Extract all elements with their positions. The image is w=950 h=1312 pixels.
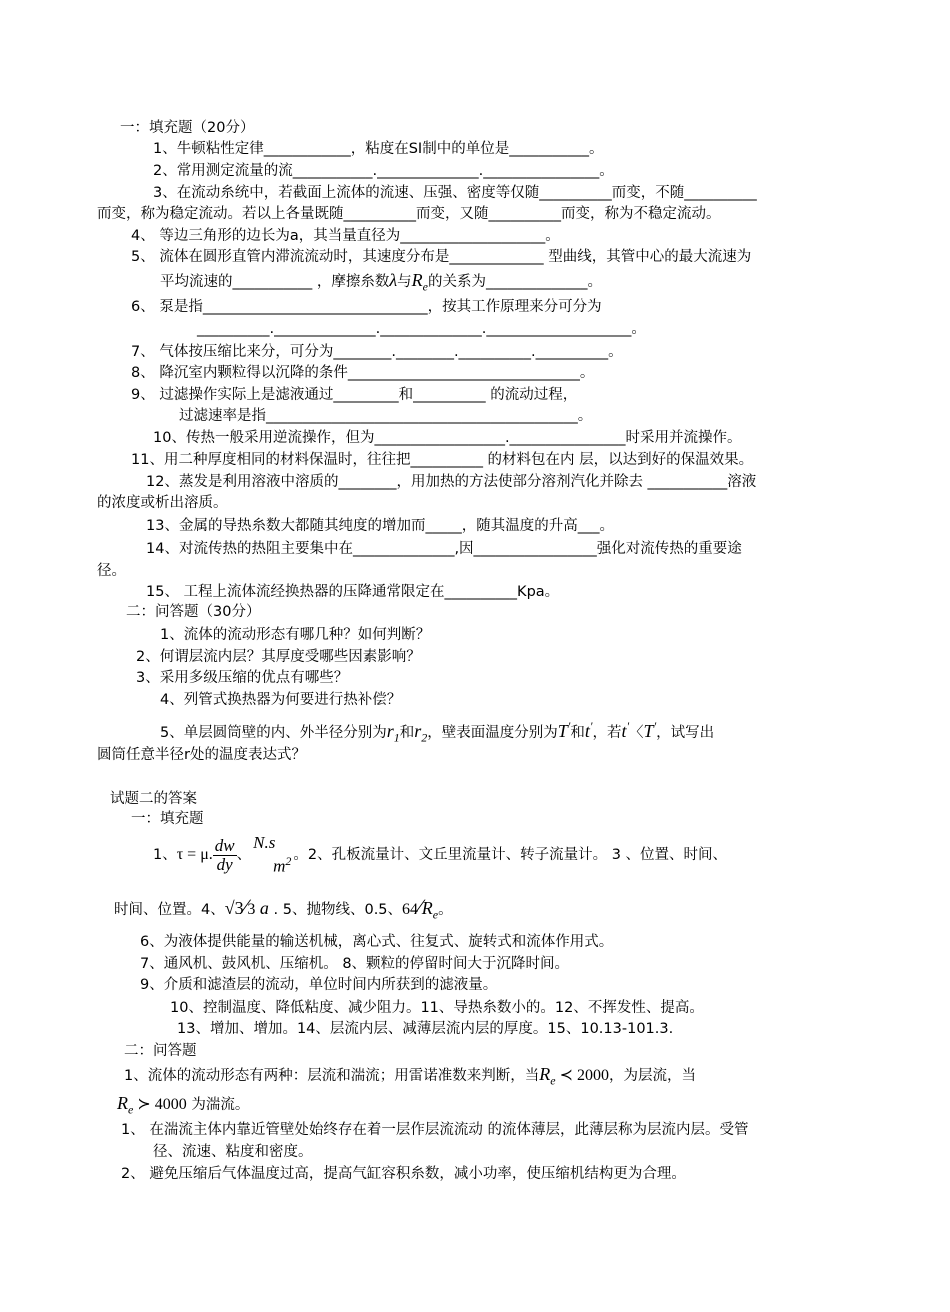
- answer-essay-3: 2、 避免压缩后气体温度过高，提高气缸容积糸数，减小功率，使压缩机结构更为合理。: [121, 1166, 686, 1182]
- question-5-cont: 平均流速的___________ ，摩擦糸数λ与$R_e$的关系为______________。: [160, 270, 602, 294]
- question-13: 13、金属的导热糸数大都随其纯度的增加而_____，随其温度的升高___。: [146, 518, 614, 534]
- essay-3: 3、采用多级压缩的优点有哪些？: [136, 670, 349, 686]
- answer-essay-2-cont: 径、流速、粘度和密度。: [153, 1144, 313, 1160]
- question-2: 2、常用测定流量的流___________.______________.________________。: [153, 163, 614, 179]
- question-3: 3、在流动糸统中，若截面上流体的流速、压强、密度等仅随__________而变，不随__________: [153, 185, 757, 201]
- answer-essay-2: 1、 在湍流主体内靠近管壁处始终存在着一层作层流流动 的流体薄层，此薄层称为层流内层。受管: [121, 1122, 749, 1138]
- question-10: 10、传热一般采用逆流操作，但为__________________.________________时采用并流操作。: [153, 430, 742, 446]
- fraction-ns-m2: N.s $m^2$: [253, 833, 292, 876]
- question-14: 14、对流传热的热阻主要集中在______________,因_________________强化对流传热的重要途: [146, 541, 742, 557]
- answer-essay-1: 1、流体的流动形态有两种：层流和湍流；用雷诺准数来判断，当$R_e$ ≺ 2000，为层流，当: [124, 1064, 696, 1088]
- essay-5-cont: 圆筒任意半径r处的温度表达式？: [97, 747, 306, 763]
- question-3-cont: 而变，称为稳定流动。若以上各量既随__________而变，又随__________而变，称为不稳定流动。: [97, 206, 721, 222]
- section1-title: 一：填充题（20分）: [120, 120, 255, 136]
- answers-section2: 二：问答题: [124, 1043, 197, 1059]
- question-6: 6、 泵是指_______________________________，按其工作原理来分可分为: [131, 299, 602, 315]
- answer-line-4: 7、通风机、鼓风机、压缩机。 8、颗粒的停留时间大于沉降时间。: [140, 956, 570, 972]
- essay-2: 2、何谓层流内层？其厚度受哪些因素影响？: [136, 649, 421, 665]
- question-14-cont: 径。: [97, 563, 126, 579]
- question-11: 11、用二种厚度相同的材料保温时，往往把__________ 的材料包在内 层，以达到好的保温效果。: [131, 452, 754, 468]
- essay-4: 4、列管式换热器为何要进行热补偿？: [160, 692, 402, 708]
- question-12: 12、蒸发是利用溶液中溶质的________，用加热的方法使部分溶剂汽化并除去 ___________溶液: [146, 474, 757, 490]
- question-1: 1、牛顿粘性定律____________，粘度在SI制中的单位是___________。: [153, 141, 604, 157]
- answer-line-2: 时间、位置。4、√3∕3 a . 5、抛物线、0.5、$64∕R_e$。: [114, 894, 453, 922]
- answers-title: 试题二的答案: [110, 791, 197, 807]
- question-9: 9、 过滤操作实际上是滤液通过_________和__________ 的流动过程，: [131, 387, 578, 403]
- answer-line-5: 9、介质和滤渣层的流动，单位时间内所获到的滤液量。: [140, 977, 498, 993]
- question-12-cont: 的浓度或析出溶质。: [97, 495, 228, 511]
- question-9-cont: 过滤速率是指___________________________________________。: [179, 408, 593, 424]
- answers-section1: 一：填充题: [131, 811, 204, 827]
- answer-line-7: 13、增加、增加。14、层流内层、减薄层流内层的厚度。15、10.13-101.3.: [177, 1021, 674, 1037]
- answer-essay-1-cont: $R_e$ ≻ 4000 为湍流。: [117, 1093, 250, 1117]
- essay-1: 1、流体的流动形态有哪几种？如何判断？: [160, 627, 431, 643]
- answer-line-6: 10、控制温度、降低粘度、减少阻力。11、导热糸数小的。12、不挥发性、提高。: [170, 1000, 704, 1016]
- essay-5: 5、单层圆筒壁的内、外半径分别为$r_1$和$r_2$，壁表面温度分别为T'和t'，若t'〈T'，试写出: [160, 719, 715, 745]
- question-5: 5、 流体在圆形直管内滞流流动时，其速度分布是_____________ 型曲线，其管中心的最大流速为: [131, 249, 752, 265]
- section2-title: 二：问答题（30分）: [126, 604, 261, 620]
- question-6-cont: __________.______________.______________.____________________。: [197, 321, 646, 337]
- question-4: 4、 等边三角形的边长为a，其当量直径为____________________。: [131, 228, 560, 244]
- answer-line-1: 1、τ = μ. $\frac{dw}{dy}$ 、 N.s $m^2$ 。2、孔板流量计、文丘里流量计、转子流量计。 3 、位置、时间、: [153, 833, 728, 876]
- fraction-dw-dy: $\frac{dw}{dy}$: [214, 835, 235, 874]
- question-8: 8、 降沉室内颗粒得以沉降的条件________________________________。: [131, 365, 595, 381]
- question-15: 15、 工程上流体流经换热器的压降通常限定在__________Kpa。: [146, 584, 560, 600]
- answer-line-3: 6、为液体提供能量的输送机械，离心式、往复式、旋转式和流体作用式。: [140, 934, 614, 950]
- question-7: 7、 气体按压缩比来分，可分为________.________.__________.__________。: [131, 344, 623, 360]
